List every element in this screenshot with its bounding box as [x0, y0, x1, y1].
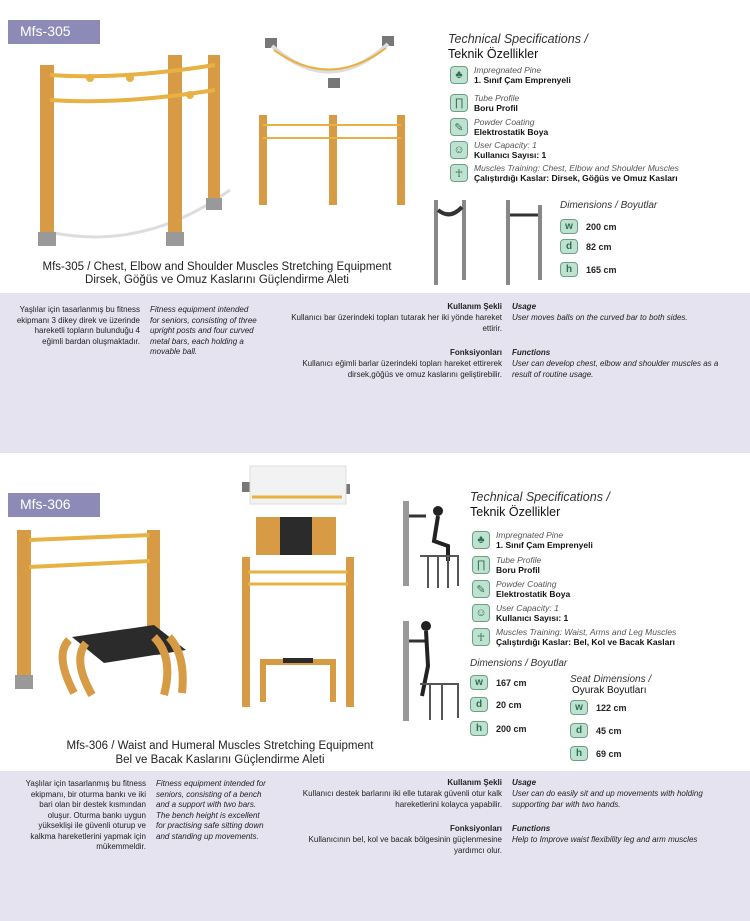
spec-title-tr: Teknik Özellikler [470, 505, 561, 519]
paint-icon: ✎ [450, 118, 468, 136]
spec-item: ∏ Tube Profile Boru Profil [472, 556, 541, 575]
tree-icon: ♣ [450, 66, 468, 84]
usage-figures [398, 496, 463, 726]
functions-text-en: User can develop chest, elbow and shoulder muscles as a result of routine usage. [512, 359, 719, 379]
dimension-figures [428, 195, 558, 290]
muscle-icon: ☥ [450, 164, 468, 182]
description-tr: Yaşlılar için tasarlanmış bu fitness ekipmanı 3 dikey direk ve üzerinde hareketli topların bulunduğu 4 eğimli bardan oluşmaktadır. [16, 305, 140, 346]
product-tag: Mfs-305 [8, 20, 100, 44]
users-icon: ☺ [450, 141, 468, 159]
spec-item: ☺ User Capacity: 1 Kullanıcı Sayısı: 1 [450, 141, 546, 160]
description-en: Fitness equipment intended for seniors, consisting of three upright posts and four curved metal bars, each holding a movable ball. [150, 305, 257, 356]
caption-tr: Dirsek, Göğüs ve Omuz Kaslarını Güçlendirme Aleti [85, 274, 349, 286]
functions-title-en: Functions [512, 824, 551, 833]
spec-item: ☥ Muscles Training: Waist, Arms and Leg Muscles Çalıştırdığı Kaslar: Bel, Kol ve Bacak Kasları [472, 628, 736, 647]
front-view-drawing [255, 110, 415, 210]
spec-item: ∏ Tube Profile Boru Profil [450, 94, 519, 113]
description-tr: Yaşlılar için tasarlanmış bu fitness ekipmanı, bir oturma bankı ve iki bari olan bir destek kısmından oluşur. Oturma bankı uygun yükseklişi ile güvenli oturup ve kalkma hareketlerini yapmak için mükemmeldir. [25, 779, 146, 851]
usage-title-tr: Kullanım Şekli [447, 302, 502, 311]
product-illustration [30, 40, 255, 255]
usage-text-en: User can do easily sit and up movements with holding supporting bar with two hands. [512, 789, 703, 809]
usage-text-tr: Kullanıcı destek barlarını iki elle tutarak güvenli otur kalk hareketlerini kolayca yapabilir. [302, 789, 502, 809]
tube-icon: ∏ [450, 94, 468, 112]
functions-title-tr: Fonksiyonları [449, 348, 502, 357]
dimension-depth: d 20 cm [470, 697, 522, 712]
seat-dimension-width: w 122 cm [570, 700, 627, 715]
seat-dimension-height: h 69 cm [570, 746, 622, 761]
tube-icon: ∏ [472, 556, 490, 574]
description-en: Fitness equipment intended for seniors, consisting of a bench and a support with two bars. The bench height is excellent for practising safe sitting down and standing up movements. [156, 779, 266, 841]
caption-en: Mfs-305 / Chest, Elbow and Shoulder Muscles Stretching Equipment [42, 261, 392, 273]
paint-icon: ✎ [472, 580, 490, 598]
seat-dimensions-title-en: Seat Dimensions / [570, 674, 652, 685]
usage-text-en: User moves balls on the curved bar to both sides. [512, 313, 688, 322]
usage-title-en: Usage [512, 302, 537, 311]
tree-icon: ♣ [472, 531, 490, 549]
functions-title-tr: Fonksiyonları [449, 824, 502, 833]
functions-text-tr: Kullanıcının bel, kol ve bacak bölgesinin güçlenmesine yardımcı olur. [308, 835, 502, 855]
spec-item: ✎ Powder Coating Elektrostatik Boya [472, 580, 570, 599]
dimension-width: w 167 cm [470, 675, 527, 690]
width-icon: w [560, 219, 578, 234]
spec-item: ☥ Muscles Training: Chest, Elbow and Shoulder Muscles Çalıştırdığı Kaslar: Dirsek, Göğüs ve Omuz Kasları [450, 164, 704, 183]
caption-en: Mfs-306 / Waist and Humeral Muscles Stretching Equipment [66, 740, 374, 752]
product-tag: Mfs-306 [8, 493, 100, 517]
seat-dimension-depth: d 45 cm [570, 723, 622, 738]
spec-title-en: Technical Specifications / [470, 490, 610, 504]
muscle-icon: ☥ [472, 628, 490, 646]
seat-dimensions-title-tr: Oyurak Boyutları [572, 685, 647, 696]
dimension-height: h 200 cm [470, 721, 527, 736]
height-icon: h [470, 721, 488, 736]
top-front-views [238, 462, 358, 712]
caption-tr: Bel ve Bacak Kaslarını Güçlendirme Aleti [115, 754, 325, 766]
top-view-drawing [260, 28, 410, 98]
usage-title-en: Usage [512, 778, 537, 787]
spec-item: ♣ Impregnated Pine 1. Sınıf Çam Emprenyeli [450, 66, 571, 85]
dimensions-title: Dimensions / Boyutlar [560, 200, 658, 211]
dimension-width: w 200 cm [560, 219, 617, 234]
depth-icon: d [470, 697, 488, 712]
spec-title-en: Technical Specifications / [448, 32, 588, 46]
product-illustration [14, 525, 194, 700]
functions-text-en: Help to Improve waist flexibility leg and arm muscles [512, 835, 698, 844]
width-icon: w [570, 700, 588, 715]
functions-title-en: Functions [512, 348, 551, 357]
depth-icon: d [560, 239, 578, 254]
usage-title-tr: Kullanım Şekli [447, 778, 502, 787]
height-icon: h [560, 262, 578, 277]
spec-item: ☺ User Capacity: 1 Kullanıcı Sayısı: 1 [472, 604, 568, 623]
users-icon: ☺ [472, 604, 490, 622]
depth-icon: d [570, 723, 588, 738]
dimension-depth: d 82 cm [560, 239, 612, 254]
height-icon: h [570, 746, 588, 761]
spec-item: ♣ Impregnated Pine 1. Sınıf Çam Emprenyeli [472, 531, 593, 550]
spec-item: ✎ Powder Coating Elektrostatik Boya [450, 118, 548, 137]
functions-text-tr: Kullanıcı eğimli barlar üzerindeki topları hareket ettirerek dirsek,göğüs ve omuz kaslarını geliştirebilir. [302, 359, 502, 379]
dimension-height: h 165 cm [560, 262, 617, 277]
width-icon: w [470, 675, 488, 690]
usage-text-tr: Kullanıcı bar üzerindeki topları tutarak her iki yönde hareket ettirir. [291, 313, 502, 333]
dimensions-title: Dimensions / Boyutlar [470, 658, 568, 669]
spec-title-tr: Teknik Özellikler [448, 47, 539, 61]
